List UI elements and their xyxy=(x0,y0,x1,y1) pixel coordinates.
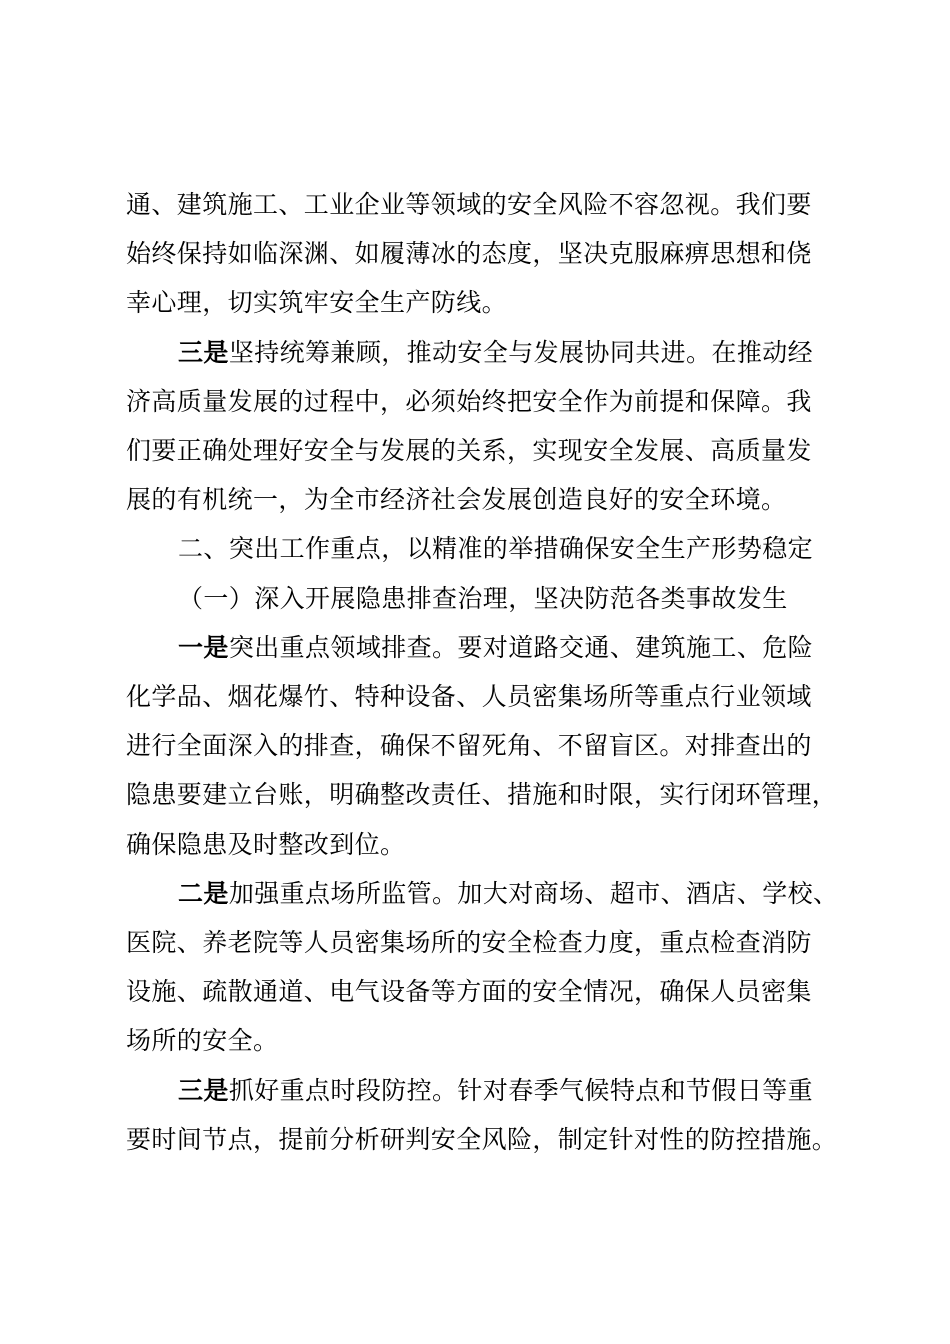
text-line xyxy=(126,1066,866,1115)
section-heading xyxy=(126,524,866,573)
text-line: 化学品、烟花爆竹、特种设备、人员密集场所等重点行业领域 xyxy=(126,682,812,712)
text-line: （一）深入开展隐患排查治理，坚决防范各类事故发生 xyxy=(178,583,788,613)
text-line: 通、建筑施工、工业企业等领域的安全风险不容忽视。我们要 xyxy=(126,190,812,219)
paragraph-lead: 二是 xyxy=(178,878,229,908)
text-line: 始终保持如临深渊、如履薄冰的态度，坚决克服麻痹思想和侥 xyxy=(126,239,812,269)
paragraph-lead: 三是 xyxy=(178,337,229,367)
text-line xyxy=(126,328,866,377)
text-line: 隐患要建立台账，明确整改责任、措施和时限，实行闭环管理， xyxy=(126,780,838,810)
paragraph-lead: 三是 xyxy=(178,1075,229,1105)
text-line: 展的有机统一，为全市经济社会发展创造良好的安全环境。 xyxy=(126,485,787,515)
text-line: 医院、养老院等人员密集场所的安全检查力度，重点检查消防 xyxy=(126,928,812,958)
text-run: 加强重点场所监管。加大对商场、超市、酒店、学校、 xyxy=(228,878,839,908)
text-line: 进行全面深入的排查，确保不留死角、不留盲区。对排查出的 xyxy=(126,731,812,761)
text-run: 坚持统筹兼顾，推动安全与发展协同共进。在推动经 xyxy=(228,337,814,367)
subsection-heading xyxy=(126,574,866,623)
text-line: 确保隐患及时整改到位。 xyxy=(126,829,406,859)
text-line: 设施、疏散通道、电气设备等方面的安全情况，确保人员密集 xyxy=(126,977,812,1007)
text-line: 场所的安全。 xyxy=(126,1026,279,1056)
text-line: 幸心理，切实筑牢安全生产防线。 xyxy=(126,288,508,318)
paragraph-point-two xyxy=(126,869,866,1066)
paragraph-point-one xyxy=(126,623,866,869)
paragraph-point-three-b xyxy=(126,1066,866,1164)
document-body xyxy=(126,180,866,1164)
text-line: 们要正确处理好安全与发展的关系，实现安全发展、高质量发 xyxy=(126,436,812,466)
paragraph-point-three xyxy=(126,328,866,525)
text-line: 二、突出工作重点，以精准的举措确保安全生产形势稳定 xyxy=(178,534,814,564)
paragraph-continuation xyxy=(126,180,866,328)
text-run: 突出重点领域排查。要对道路交通、建筑施工、危险 xyxy=(228,632,814,662)
text-line xyxy=(126,869,866,918)
text-line: 济高质量发展的过程中，必须始终把安全作为前提和保障。我 xyxy=(126,386,812,416)
text-line xyxy=(126,623,866,672)
text-line: 要时间节点，提前分析研判安全风险，制定针对性的防控措施。 xyxy=(126,1124,838,1154)
text-run: 抓好重点时段防控。针对春季气候特点和节假日等重 xyxy=(228,1075,814,1105)
paragraph-lead: 一是 xyxy=(178,632,229,662)
